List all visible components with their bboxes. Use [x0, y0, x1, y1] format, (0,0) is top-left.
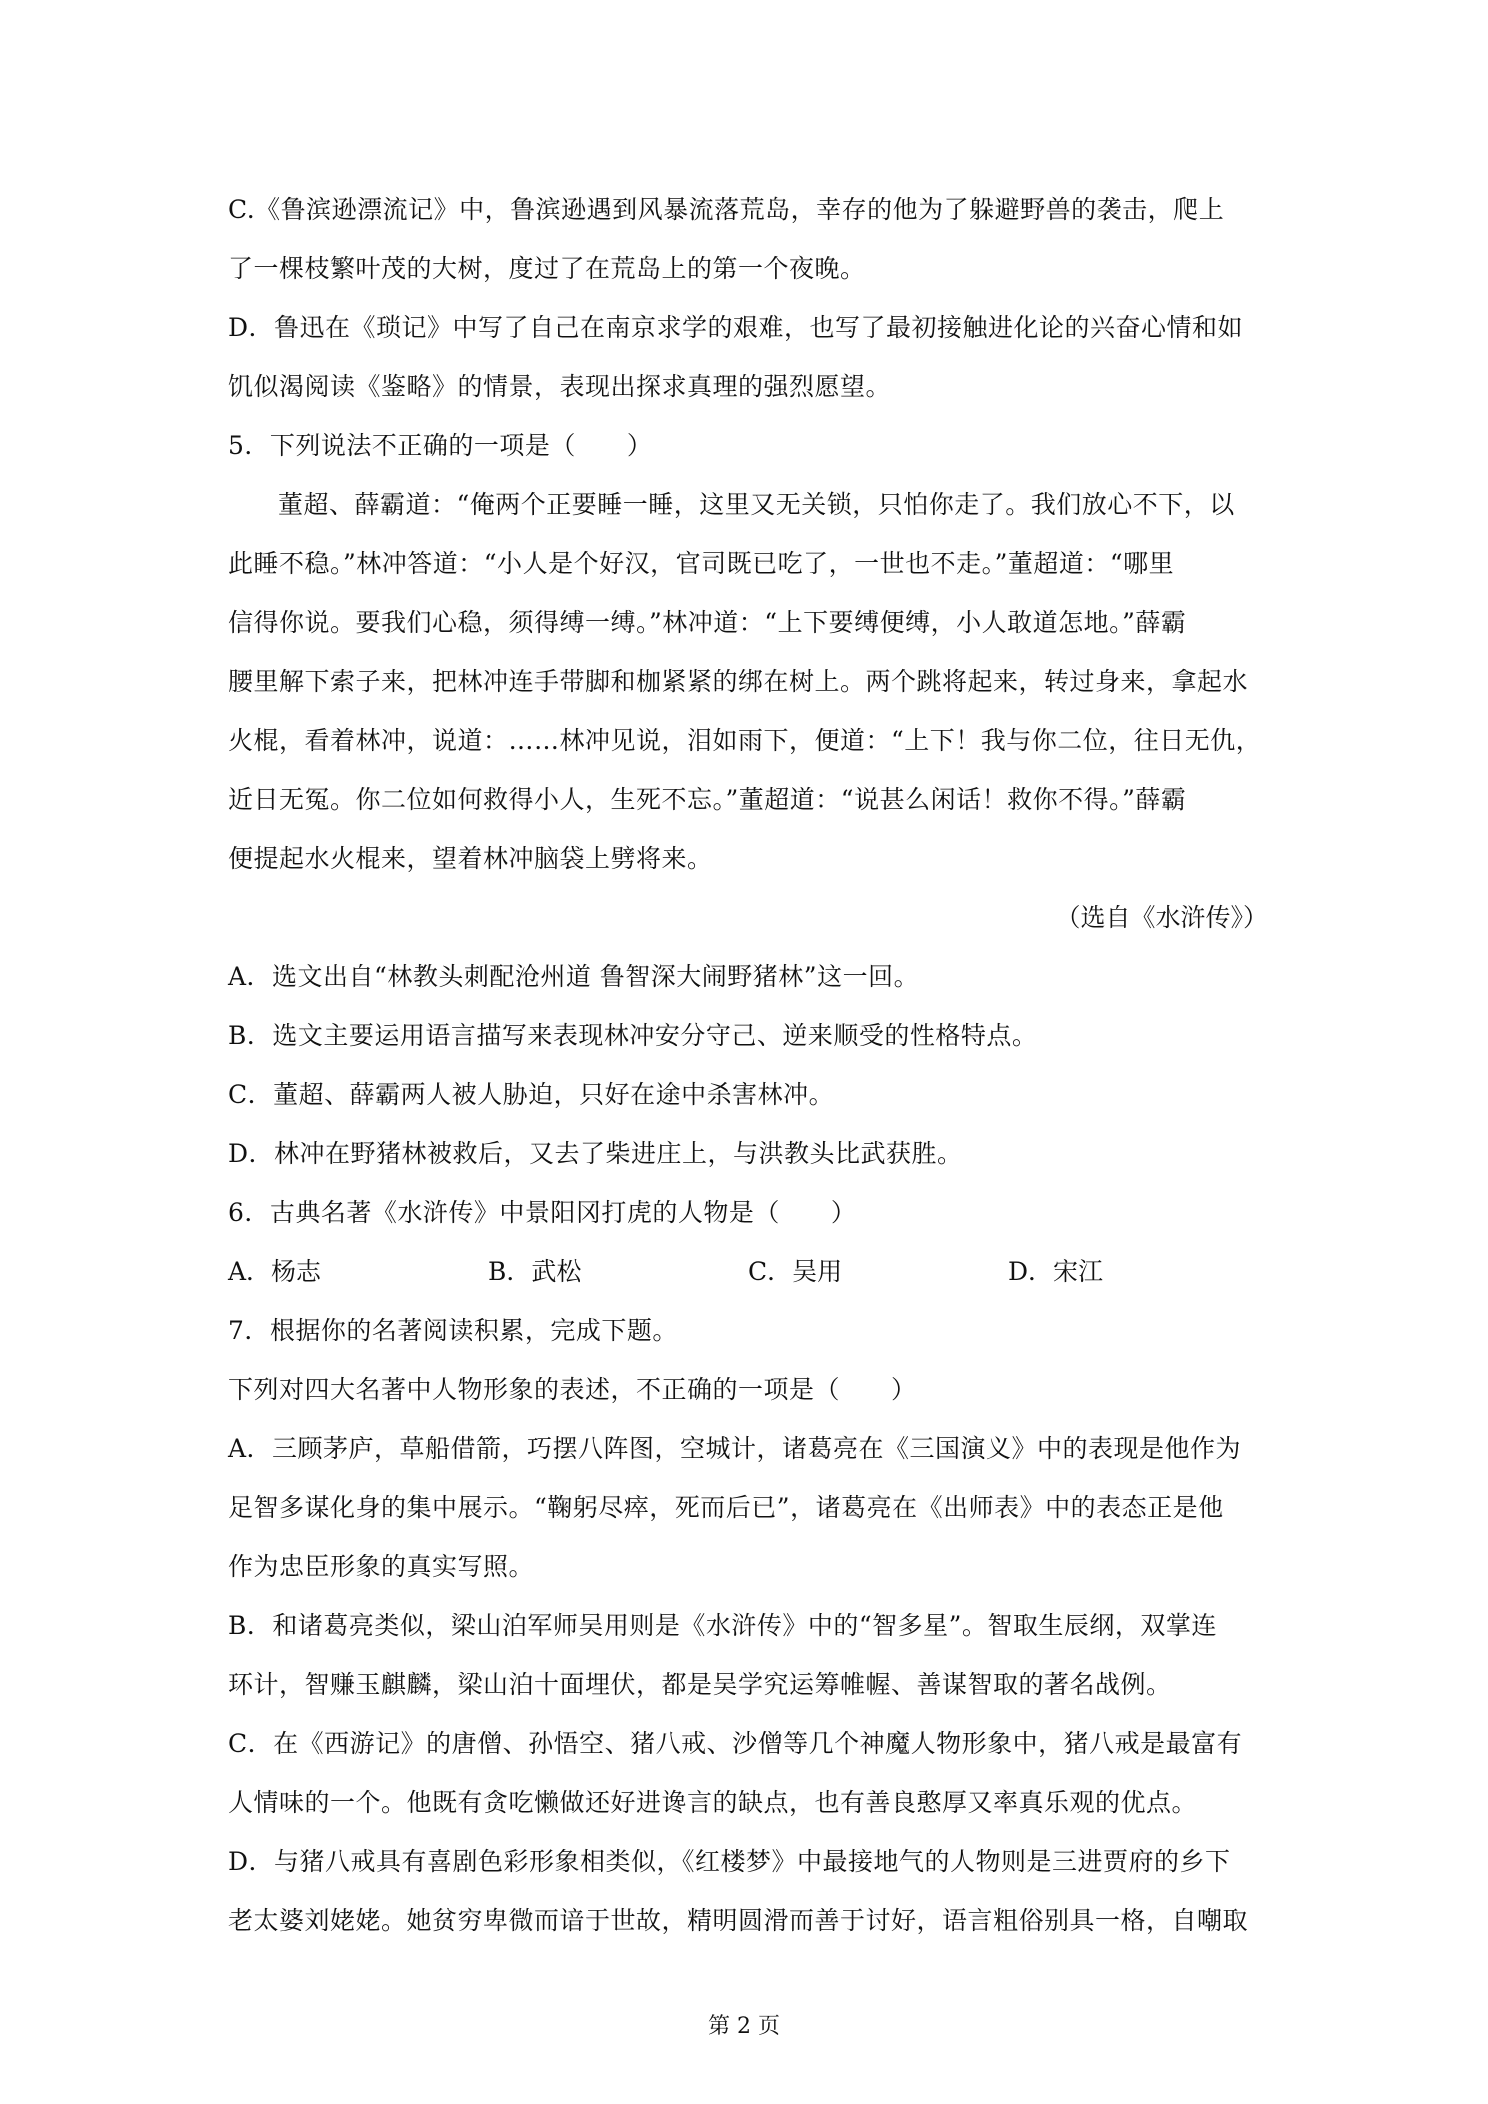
question-7-stem: 下列对四大名著中人物形象的表述，不正确的一项是（ ）: [228, 1375, 917, 1404]
text-line: 作为忠臣形象的真实写照。: [228, 1552, 535, 1581]
text-line: 环计，智赚玉麒麟，梁山泊十面埋伏，都是吴学究运筹帷幄、善谋智取的著名战例。: [228, 1670, 1172, 1699]
option-a: A．选文出自“林教头刺配沧州道 鲁智深大闹野猪林”这一回。: [228, 962, 920, 991]
choice-d: D．宋江: [1008, 1257, 1104, 1286]
choice-a: A．杨志: [228, 1257, 322, 1286]
text-line: A．三顾茅庐，草船借箭，巧摆八阵图，空城计，诸葛亮在《三国演义》中的表现是他作为: [228, 1434, 1242, 1463]
text-line: 老太婆刘姥姥。她贫穷卑微而谙于世故，精明圆滑而善于讨好，语言粗俗别具一格，自嘲取: [228, 1906, 1249, 1935]
option-d: D．林冲在野猪林被救后，又去了柴进庄上，与洪教头比武获胜。: [228, 1139, 963, 1168]
passage-line: 此睡不稳。”林冲答道：“小人是个好汉，官司既已吃了，一世也不走。”董超道：“哪里: [228, 549, 1175, 578]
option-b: B．选文主要运用语言描写来表现林冲安分守己、逆来顺受的性格特点。: [228, 1021, 1038, 1050]
question-7: 7．根据你的名著阅读积累，完成下题。: [228, 1316, 678, 1345]
passage-line: 近日无冤。你二位如何救得小人，生死不忘。”董超道：“说甚么闲话！救你不得。”薛霸: [228, 785, 1187, 814]
text-line: 足智多谋化身的集中展示。“鞠躬尽瘁，死而后已”，诸葛亮在《出师表》中的表态正是他: [228, 1493, 1224, 1522]
passage-line: 便提起水火棍来，望着林冲脑袋上劈将来。: [228, 844, 713, 873]
passage-line: 董超、薛霸道：“俺两个正要睡一睡，这里又无关锁，只怕你走了。我们放心不下，以: [278, 490, 1235, 519]
passage-line: 信得你说。要我们心稳，须得缚一缚。”林冲道：“上下要缚便缚，小人敢道怎地。”薛霸: [228, 608, 1187, 637]
text-line: D．与猪八戒具有喜剧色彩形象相类似，《红楼梦》中最接地气的人物则是三进贾府的乡下: [228, 1847, 1231, 1876]
passage-source: （选自《水浒传》）: [1055, 903, 1268, 932]
text-line: 人情味的一个。他既有贪吃懒做还好进谗言的缺点，也有善良憨厚又率真乐观的优点。: [228, 1788, 1198, 1817]
choice-b: B．武松: [488, 1257, 582, 1286]
text-line: 饥似渴阅读《鉴略》的情景，表现出探求真理的强烈愿望。: [228, 372, 892, 401]
passage-line: 腰里解下索子来，把林冲连手带脚和枷紧紧的绑在树上。两个跳将起来，转过身来，拿起水: [228, 667, 1249, 696]
question-5: 5．下列说法不正确的一项是（ ）: [228, 431, 653, 460]
page-number: 第 2 页: [708, 2014, 780, 2039]
text-line: B．和诸葛亮类似，梁山泊军师吴用则是《水浒传》中的“智多星”。智取生辰纲，双掌连: [228, 1611, 1217, 1640]
text-line: C.《鲁滨逊漂流记》中，鲁滨逊遇到风暴流落荒岛，幸存的他为了躲避野兽的袭击，爬上: [228, 195, 1225, 224]
choice-c: C．吴用: [748, 1257, 843, 1286]
text-line: C．在《西游记》的唐僧、孙悟空、猪八戒、沙僧等几个神魔人物形象中，猪八戒是最富有: [228, 1729, 1243, 1758]
passage-line: 火棍，看着林冲，说道：……林冲见说，泪如雨下，便道：“上下！我与你二位，往日无仇，: [228, 726, 1262, 755]
text-line: D．鲁迅在《琐记》中写了自己在南京求学的艰难，也写了最初接触进化论的兴奋心情和如: [228, 313, 1244, 342]
text-line: 了一棵枝繁叶茂的大树，度过了在荒岛上的第一个夜晚。: [228, 254, 866, 283]
question-6: 6．古典名著《水浒传》中景阳冈打虎的人物是（ ）: [228, 1198, 857, 1227]
option-c: C．董超、薛霸两人被人胁迫，只好在途中杀害林冲。: [228, 1080, 835, 1109]
